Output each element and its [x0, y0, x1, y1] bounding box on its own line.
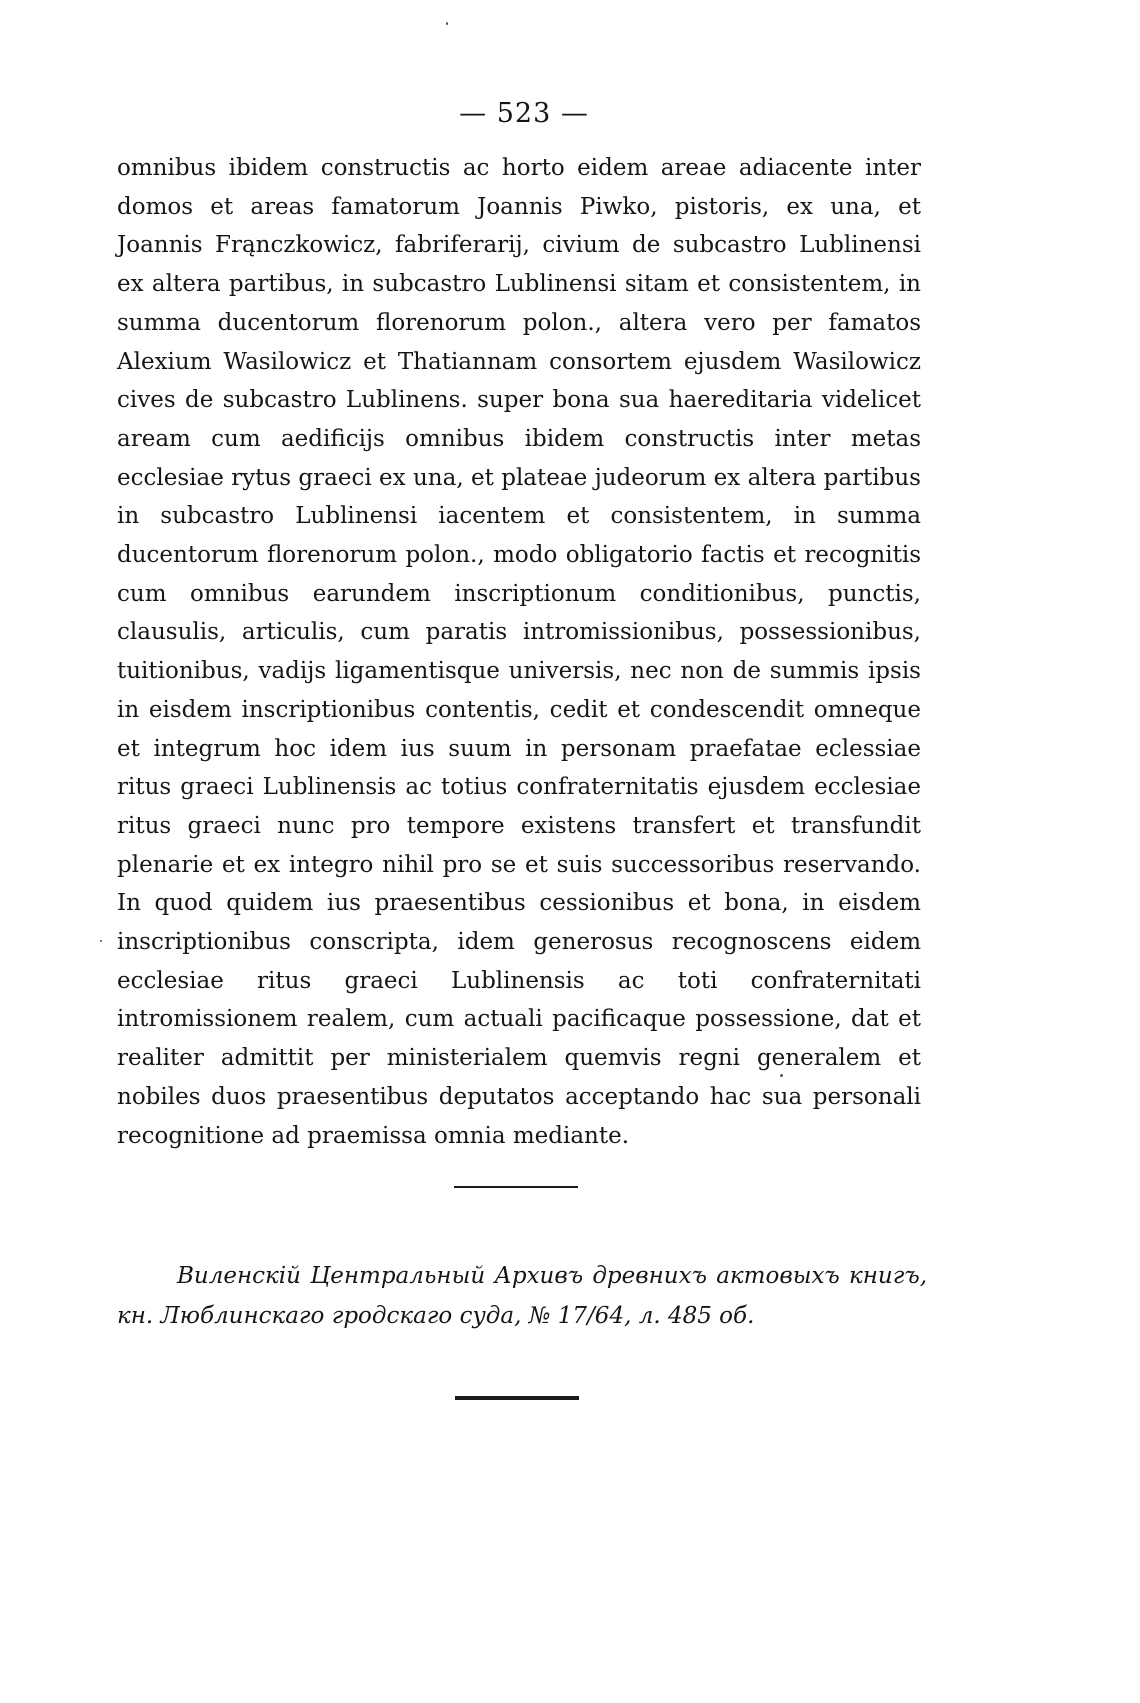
ink-speck: [100, 940, 102, 942]
ink-speck: [446, 22, 448, 25]
page-number: — 523 —: [459, 98, 589, 129]
end-rule: [455, 1396, 579, 1400]
body-text: omnibus ibidem constructis ac horto eidem areae adiacente inter domos et areas famatorum Joannis Piwko, pistoris, ex una, et Joannis Frąnczkowicz, fabriferarij, civium de subcastro Lublinensi ex altera partibus, in subcastro Lublinensi sitam et consistentem, in summa ducentorum florenorum polon., altera vero per famatos Alexium Wasilowicz et Thatiannam consortem ejusdem Wasilowicz cives de subcastro Lublinens. super bona sua haereditaria videlicet aream cum aedificijs omnibus ibidem constructis inter metas ecclesiae rytus graeci ex una, et plateae judeorum ex altera partibus in subcastro Lublinensi iacentem et consistentem, in summa ducentorum florenorum polon., modo obligatorio factis et recognitis cum omnibus earundem inscriptionum conditionibus, punctis, clausulis, articulis, cum paratis intromissionibus, possessionibus, tuitionibus, vadijs ligamentisque universis, nec non de summis ipsis in eisdem inscriptionibus contentis, cedit et condescendit omneque et integrum hoc idem ius suum in personam praefatae eclessiae ritus graeci Lublinensis ac totius confraternitatis ejusdem ecclesiae ritus graeci nunc pro tempore existens transfert et transfundit plenarie et ex integro nihil pro se et suis successoribus reservando. In quod quidem ius praesentibus cessionibus et bona, in eisdem inscriptionibus conscripta, idem generosus recognoscens eidem ecclesiae ritus graeci Lublinensis ac toti confraternitati intromissionem realem, cum actuali pacificaque possessione, dat et realiter admittit per ministerialem quemvis regni generalem et nobiles duos praesentibus deputatos acceptando hac sua personali recognitione ad praemissa omnia mediante.: [117, 155, 921, 1149]
source-note: Виленскій Центральный Архивъ древнихъ актовыхъ книгъ, кн. Люблинскаго гродскаго суда, № 17/64, л. 485 об.: [117, 1263, 927, 1329]
ink-speck: [780, 1074, 783, 1077]
separator-rule: [454, 1186, 578, 1188]
